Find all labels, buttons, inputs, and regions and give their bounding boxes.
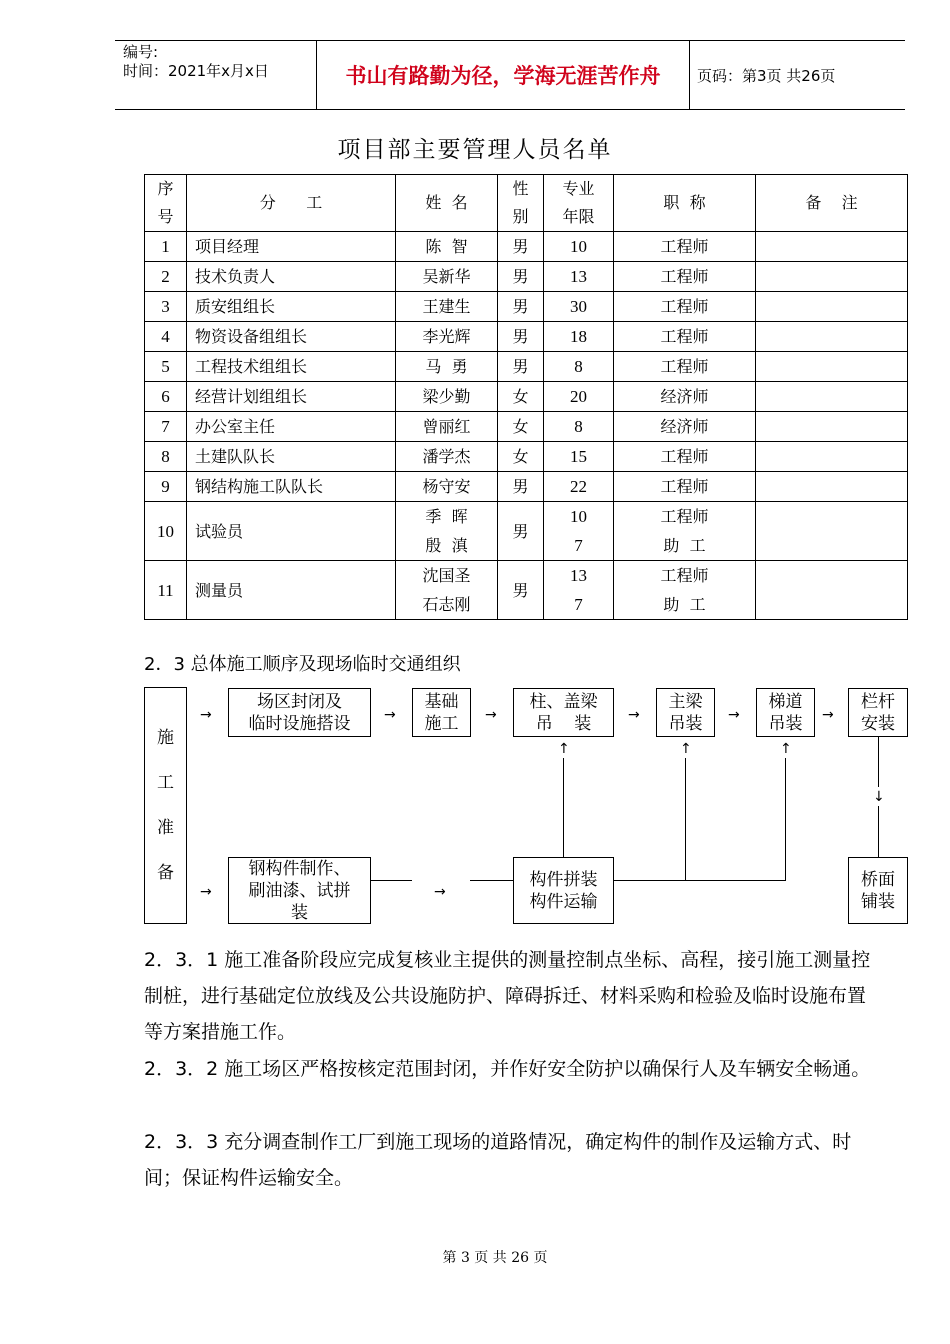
arrow-right-icon: → [822,707,834,723]
connector-line [685,758,686,880]
flow-node-steel: 钢构件制作、 刷油漆、试拼 装 [228,857,371,924]
flow-node-girder: 主梁 吊装 [656,688,715,737]
table-row: 2 技术负责人 吴新华 男 13 工程师 [145,262,908,292]
header-seq: 序 号 [145,175,187,232]
table-row: 6 经营计划组组长 梁少勤 女 20 经济师 [145,382,908,412]
connector-line [878,806,879,858]
header-title: 职 称 [614,175,756,232]
paragraph-2-3-1: 2．3．1 施工准备阶段应完成复核业主提供的测量控制点坐标、高程，接引施工测量控制桩，进行基础定位放线及公共设施防护、障碍拆迁、材料采购和检验及临时设施布置等方案措施工作。 [144,949,871,1043]
time-label: 时间：2021年x月x日 [123,62,269,80]
arrow-right-icon: → [628,707,640,723]
arrow-right-icon: → [728,707,740,723]
flow-node-deck: 桥面 铺装 [848,857,908,924]
flow-node-railing: 栏杆 安装 [848,688,908,737]
connector-line [370,880,412,881]
arrow-right-icon: → [384,707,396,723]
paragraph-2-3-2: 2．3．2 施工场区严格按核定范围封闭，并作好安全防护以确保行人及车辆安全畅通。 [144,1058,871,1080]
number-label: 编号: [123,43,159,61]
table-row: 7 办公室主任 曾丽红 女 8 经济师 [145,412,908,442]
connector-line [470,880,513,881]
table-row: 10 试验员 季 晖 殷 滇 男 10 7 工程师 助 工 [145,502,908,561]
paragraph-2-3-3: 2．3．3 充分调查制作工厂到施工现场的道路情况，确定构件的制作及运输方式、时间；保证构件运输安全。 [144,1131,852,1189]
arrow-up-icon: ↑ [558,741,570,757]
arrow-right-icon: → [434,884,446,900]
header-motto: 书山有路勤为径，学海无涯苦作舟 [345,63,661,88]
table-header-row [145,175,908,232]
flow-node-prep: 施 工 准 备 [144,687,187,924]
arrow-up-icon: ↑ [780,741,792,757]
table-row: 9 钢结构施工队队长 杨守安 男 22 工程师 [145,472,908,502]
flow-node-column: 柱、盖梁 吊 装 [513,688,614,737]
table-row: 5 工程技术组组长 马 勇 男 8 工程师 [145,352,908,382]
page-header [115,40,905,110]
header-meta [123,43,269,81]
header-note: 备 注 [756,175,908,232]
table-row: 8 土建队队长 潘学杰 女 15 工程师 [145,442,908,472]
header-role: 分 工 [187,175,396,232]
staff-table [144,174,908,620]
header-name: 姓 名 [396,175,498,232]
arrow-down-icon: ↓ [873,789,885,805]
arrow-up-icon: ↑ [680,741,692,757]
connector-line [878,737,879,787]
connector-line [785,758,786,880]
table-row: 11 测量员 沈国圣 石志刚 男 13 7 工程师 助 工 [145,561,908,620]
header-divider [689,41,690,109]
flow-node-foundation: 基础 施工 [412,688,471,737]
header-gender: 性 别 [498,175,544,232]
page-footer: 第 3 页 共 26 页 [442,1250,548,1266]
table-row: 1 项目经理 陈 智 男 10 工程师 [145,232,908,262]
table-row: 4 物资设备组组长 李光辉 男 18 工程师 [145,322,908,352]
arrow-right-icon: → [485,707,497,723]
arrow-right-icon: → [200,707,212,723]
header-years: 专业 年限 [544,175,614,232]
arrow-right-icon: → [200,884,212,900]
header-page-label: 页码：第3页 共26页 [697,66,836,85]
connector-line [563,758,564,858]
document-title: 项目部主要管理人员名单 [337,137,613,163]
table-row: 3 质安组组长 王建生 男 30 工程师 [145,292,908,322]
flow-node-ladder: 梯道 吊装 [756,688,815,737]
flow-node-site-setup: 场区封闭及 临时设施搭设 [228,688,371,737]
flow-node-assembly: 构件拼装 构件运输 [513,857,614,924]
connector-line [614,880,786,881]
section-heading: 2．3 总体施工顺序及现场临时交通组织 [144,654,461,675]
